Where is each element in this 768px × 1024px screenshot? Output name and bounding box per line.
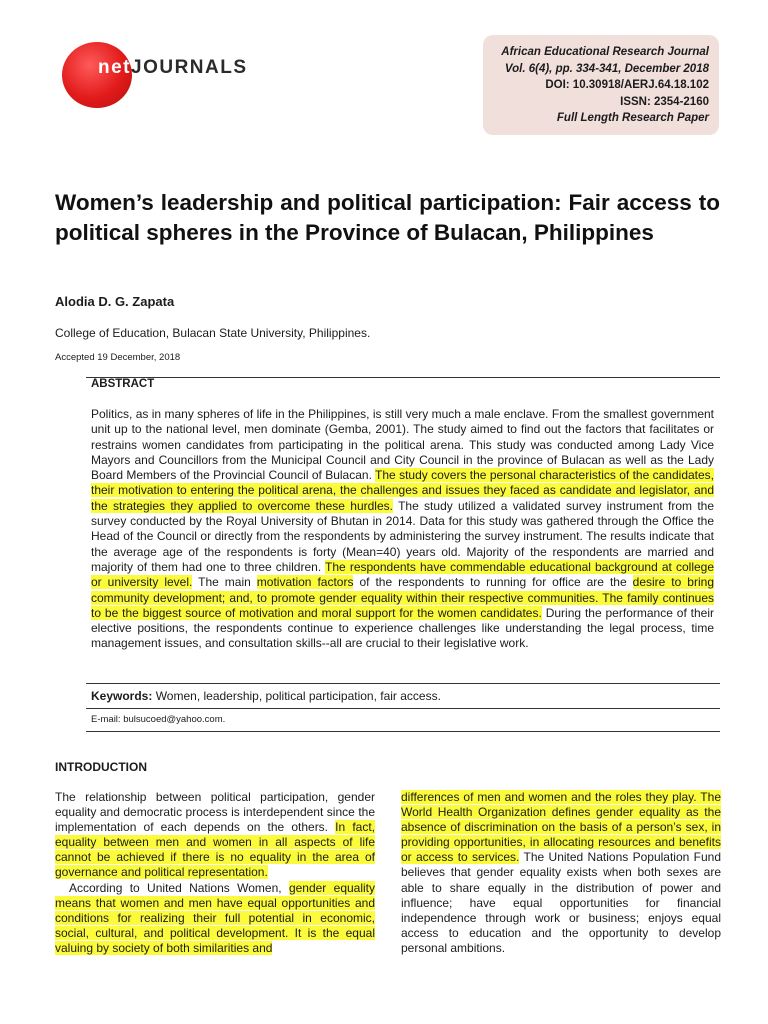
logo-wordmark <box>98 57 248 79</box>
logo-brand-rest: JOURNALS <box>131 57 248 78</box>
keywords-top-rule <box>86 683 720 684</box>
author-name: Alodia D. G. Zapata <box>55 294 175 309</box>
body-text: The main <box>192 575 257 590</box>
abstract-top-rule <box>86 377 720 378</box>
journal-volume: Vol. 6(4), pp. 334-341, December 2018 <box>504 62 709 75</box>
email-top-rule <box>86 708 720 709</box>
body-text: of the respondents to running for office are the <box>353 575 633 590</box>
highlighted-text: The respondents have commendable educational background at college or university level. <box>91 559 715 590</box>
logo-brand-highlight: net <box>98 57 131 78</box>
keywords-label: Keywords: <box>91 689 153 703</box>
journal-info-box <box>483 35 719 135</box>
journal-name: African Educational Research Journal <box>501 46 709 58</box>
journal-issn: ISSN: 2354-2160 <box>620 95 709 108</box>
highlighted-text: The study covers the personal characteristics of the candidates, their motivation to entering the political arena, the challenges and issues they faced as candidate and legislator, and the strategies they applied to overcome these hurdles. <box>91 468 715 513</box>
body-text: The study utilized a validated survey instrument from the survey conducted by the Royal University of Bhutan in 2014. Data for this study was gathered through the Office the Head of the Council or directly from the respondents by administering the survey instrument. The results indicate that the average age of the respondents is forty (Mean=40) years old. Majority of the respondents are married and majority of them had one to three children. <box>91 498 714 574</box>
body-text: During the performance of their elective positions, the respondents continue to experience challenges like understanding the legal process, time management issues, and consultation skills--all are crucial to their legislative work. <box>91 605 715 651</box>
body-text: The United Nations Population Fund believes that gender equality exists when both sexes are able to share equally in the distribution of power and influence; have equal opportunities for financial independence through work or business; enjoys equal access to education and the opportunity to develop personal ambitions. <box>401 850 721 955</box>
paper-title: Women’s leadership and political participation: Fair access to political spheres in the Province of Bulacan, Philippines <box>55 190 720 245</box>
netjournals-logo <box>62 42 262 108</box>
body-text: According to United Nations Women, <box>69 880 289 895</box>
abstract-bottom-rule <box>86 731 720 732</box>
introduction-right-column <box>401 790 721 956</box>
highlighted-text: In fact, equality between men and women in all aspects of life cannot be achieved if there is no equality in the area of governance and political representation. <box>55 820 375 880</box>
highlighted-text: gender equality means that women and men have equal opportunities and conditions for realizing their full potential in economic, social, cultural, and political development. It is the equal valuing by society of both similarities and <box>55 880 376 955</box>
highlighted-text: motivation factors <box>256 575 354 590</box>
author-affiliation: College of Education, Bulacan State University, Philippines. <box>55 326 371 340</box>
highlighted-text: differences of men and women and the roles they play. The World Health Organization defines gender equality as the absence of discrimination on the basis of a person’s sex, in providing opportunities, in allocating resources and benefits or access to services. <box>401 790 721 865</box>
keywords-line <box>91 689 441 703</box>
body-text: The relationship between political participation, gender equality and democratic process is interdependent since the implementation of each depends on the others. <box>55 790 375 835</box>
keywords-text: Women, leadership, political participation, fair access. <box>152 689 441 703</box>
paper-type: Full Length Research Paper <box>556 112 709 124</box>
journal-doi[interactable]: DOI: 10.30918/AERJ.64.18.102 <box>545 79 709 91</box>
introduction-heading: INTRODUCTION <box>55 760 147 774</box>
accepted-date: Accepted 19 December, 2018 <box>55 352 181 363</box>
introduction-left-column <box>55 790 375 956</box>
highlighted-text: desire to bring community development; and, to promote gender equality within their respective communities. The family continues to be the biggest source of motivation and moral support for the women candidates. <box>91 575 714 620</box>
body-text: Politics, as in many spheres of life in the Philippines, is still very much a male enclave. From the smallest government unit up to the national level, men dominate (Gemba, 2001). The study aimed to find out the factors that facilitates or restrains women candidates from participating in the political arena. This study was conducted among Lady Vice Mayors and Councillors from the Municipal Council and City Council in the province of Bulacan as well as the Lady Board Members of the Provincial Council of Bulacan. <box>91 407 714 483</box>
abstract-body <box>91 407 714 652</box>
abstract-heading: ABSTRACT <box>91 378 155 390</box>
author-email[interactable]: E-mail: bulsucoed@yahoo.com. <box>91 714 226 725</box>
